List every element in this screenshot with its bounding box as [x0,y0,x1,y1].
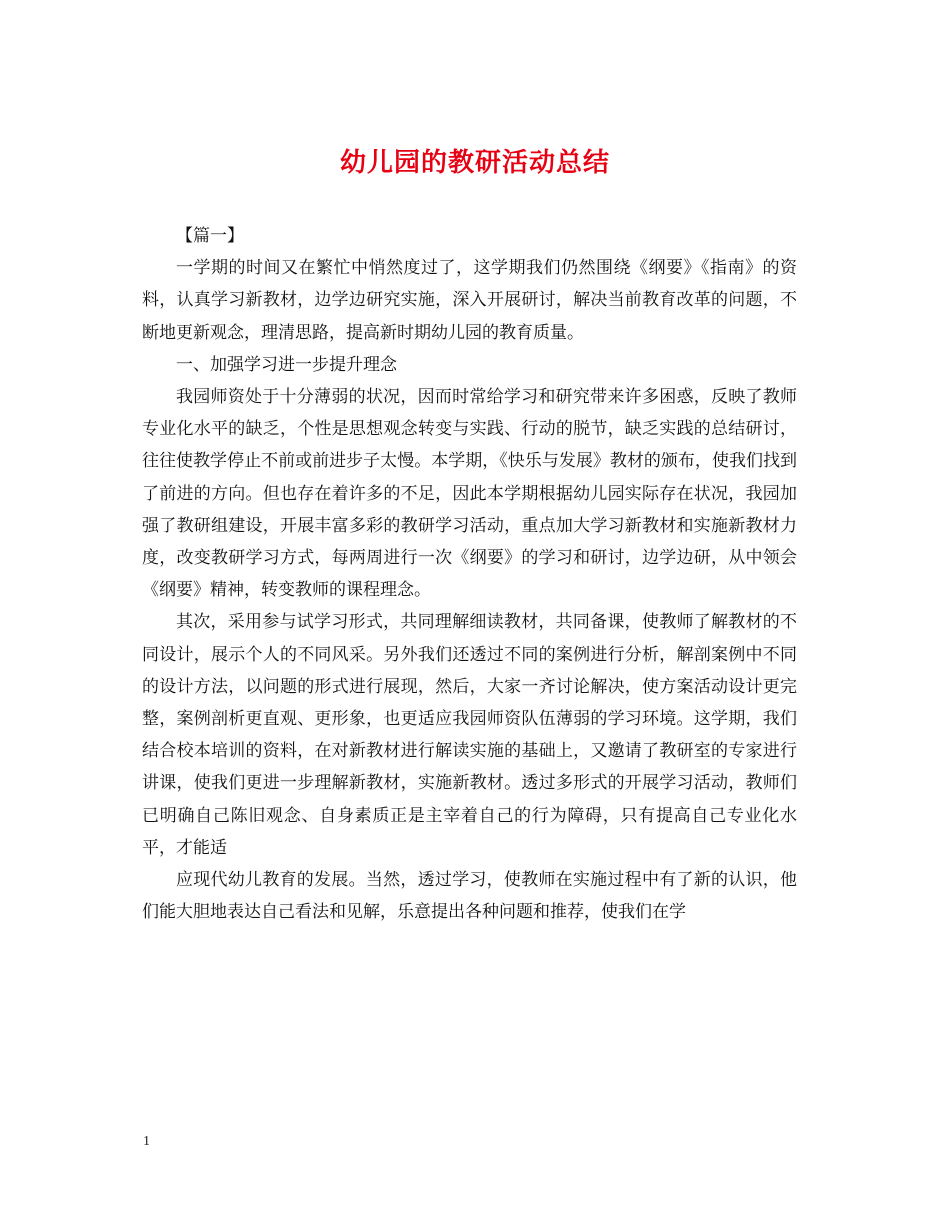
intro-paragraph: 一学期的时间又在繁忙中悄然度过了，这学期我们仍然围绕《纲要》《指南》的资料，认真学习新教材，边学边研究实施，深入开展研讨，解决当前教育改革的问题，不断地更新观念，理清思路，提高新时期幼儿园的教育质量。 [142,258,797,343]
body-paragraph: 我园师资处于十分薄弱的状况，因而时常给学习和研究带来许多困惑，反映了教师专业化水平的缺乏，个性是思想观念转变与实践、行动的脱节，缺乏实践的总结研讨，往往使教学停止不前或前进步子太慢。本学期，《快乐与发展》教材的颁布，使我们找到了前进的方向。但也存在着许多的不足，因此本学期根据幼儿园实际存在状况，我园加强了教研组建设，开展丰富多彩的教研学习活动，重点加大学习新教材和实施新教材力度，改变教研学习方式，每两周进行一次《纲要》的学习和研讨，边学边研，从中领会《纲要》精神，转变教师的课程理念。 [142,387,797,601]
document-title: 幼儿园的教研活动总结 [339,148,610,178]
page-number: 1 [143,1134,150,1149]
section-heading-part-one: 【篇一】 [176,226,244,246]
body-paragraph: 应现代幼儿教育的发展。当然，透过学习，使教师在实施过程中有了新的认识，他们能大胆地表达自己看法和见解，乐意提出各种问题和推荐，使我们在学 [142,870,797,923]
section-heading-1: 一、加强学习进一步提升理念 [176,354,397,375]
document-body [142,220,797,928]
body-paragraph: 其次，采用参与试学习形式，共同理解细读教材，共同备课，使教师了解教材的不同设计，展示个人的不同风采。另外我们还透过不同的案例进行分析，解剖案例中不同的设计方法，以问题的形式进行展现，然后，大家一齐讨论解决，使方案活动设计更完整，案例剖析更直观、更形象，也更适应我园师资队伍薄弱的学习环境。这学期，我们结合校本培训的资料，在对新教材进行解读实施的基础上，又邀请了教研室的专家进行讲课，使我们更进一步理解新教材，实施新教材。透过多形式的开展学习活动，教师们已明确自己陈旧观念、自身素质正是主宰着自己的行为障碍，只有提高自己专业化水平，才能适 [142,612,797,858]
